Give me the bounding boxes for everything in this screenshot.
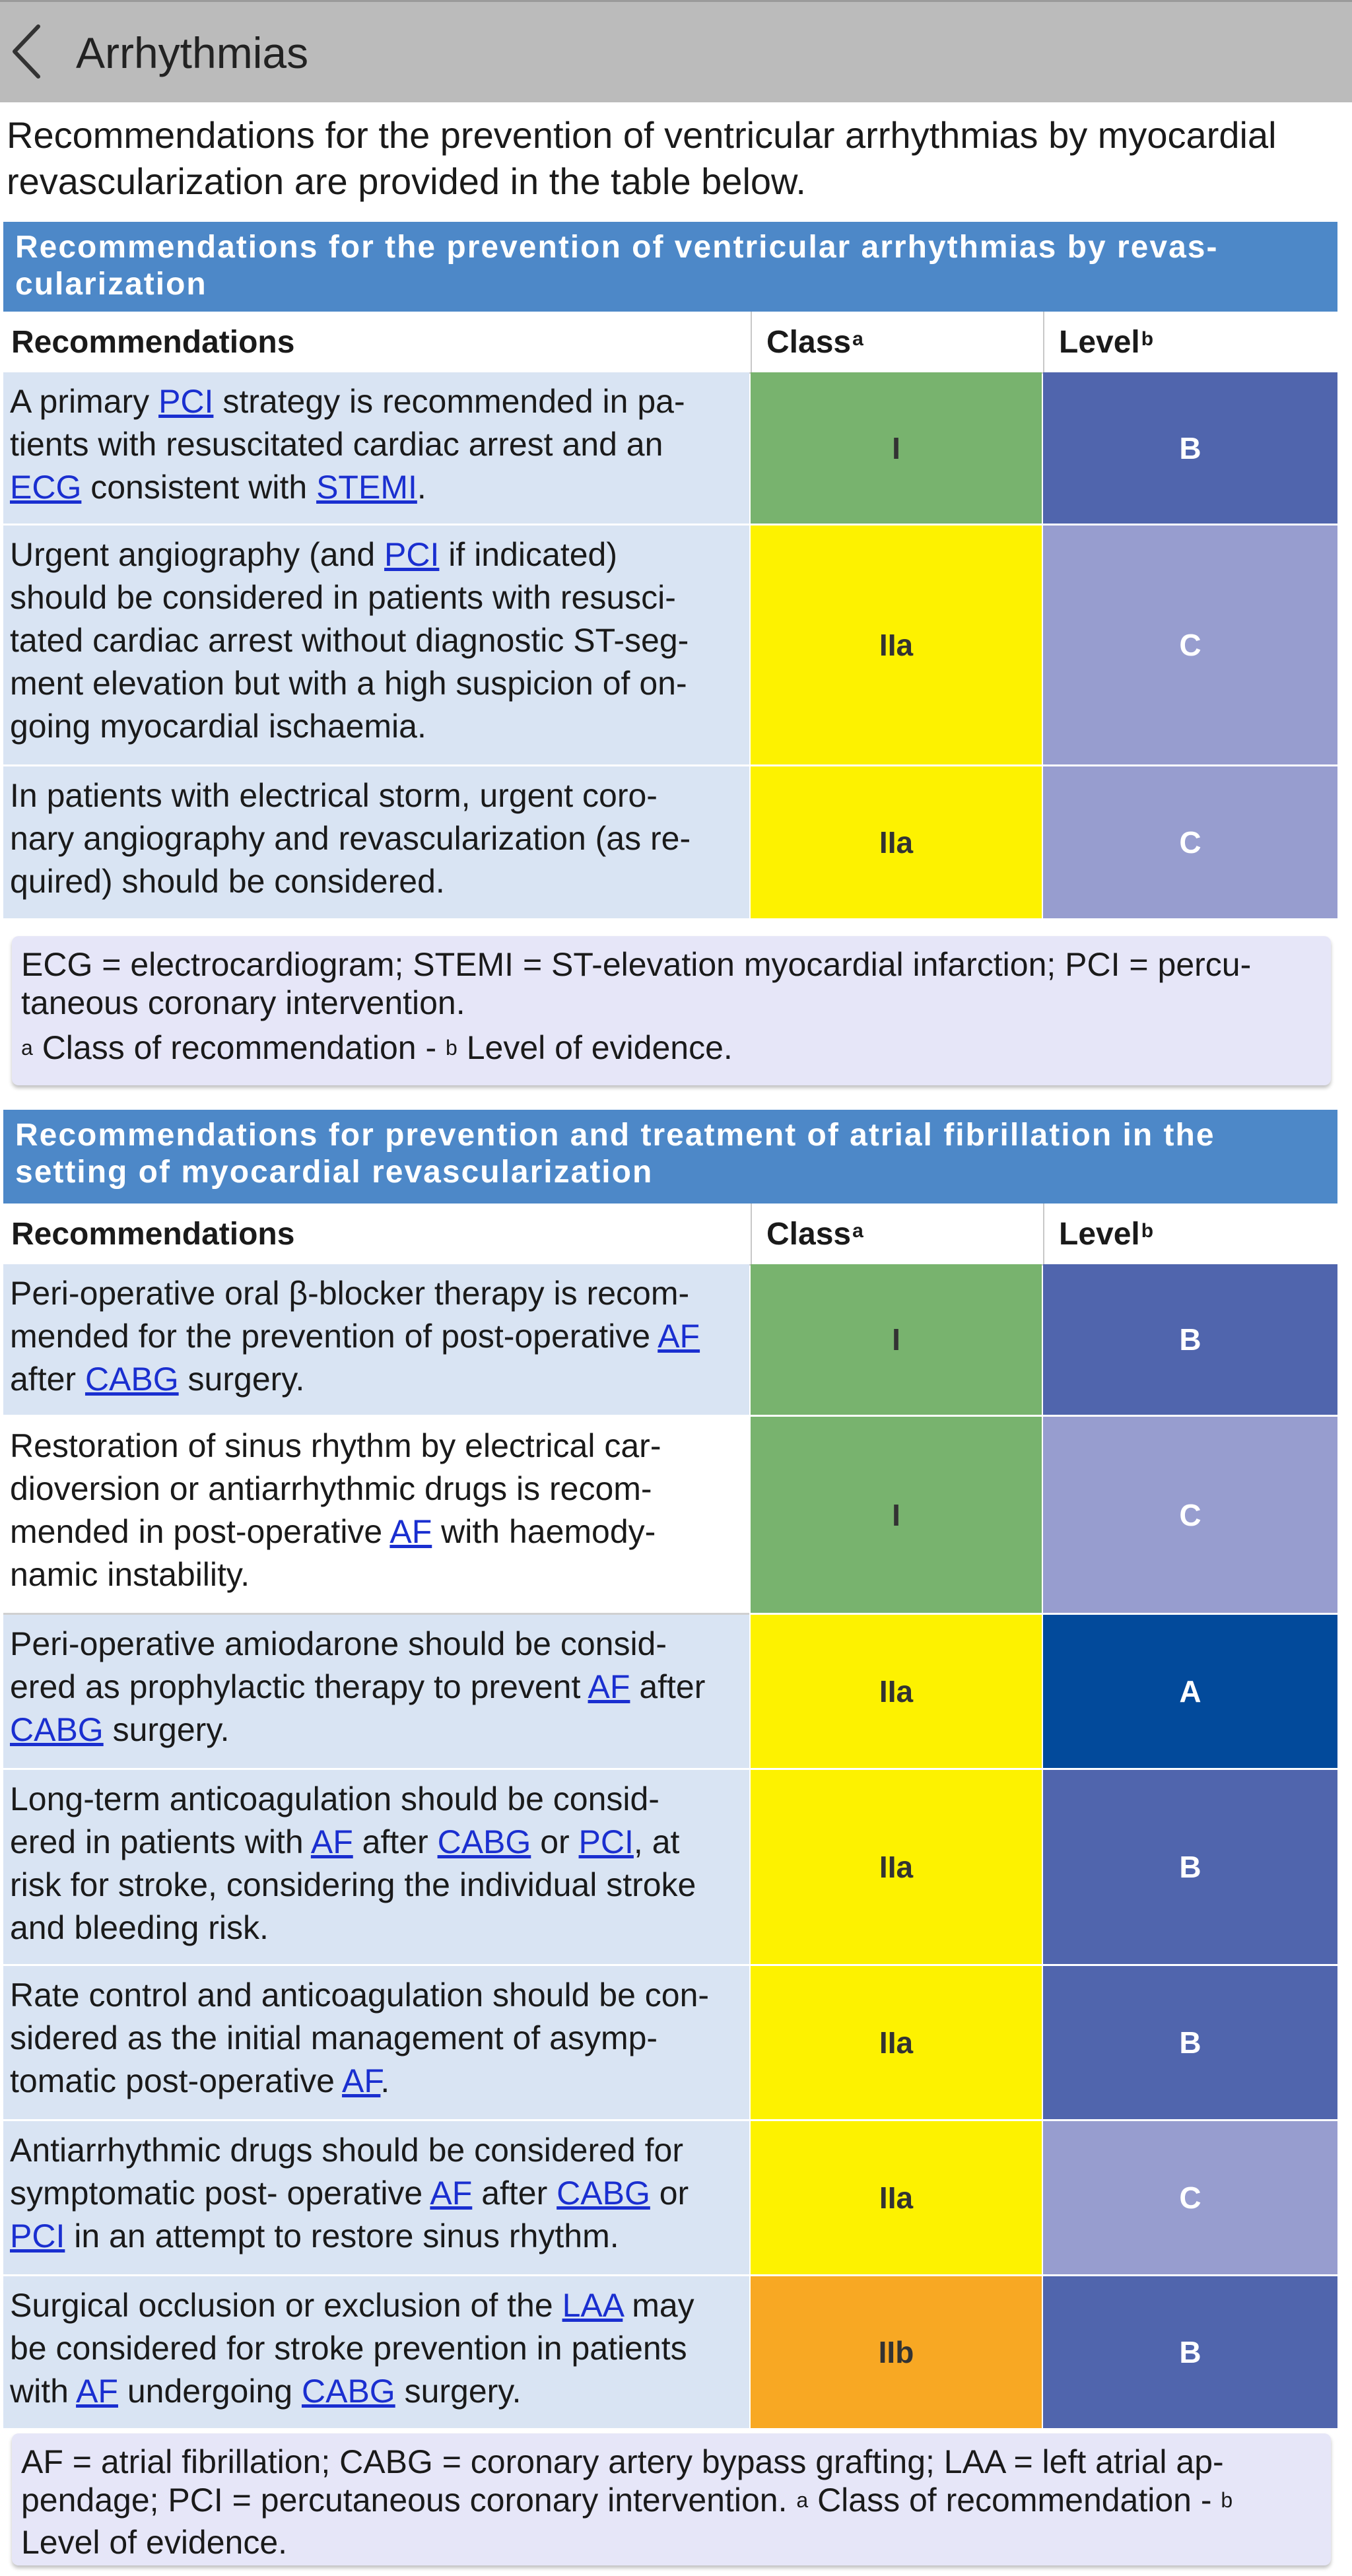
recommendation-line: be considered for stroke prevention in patients [10, 2330, 687, 2367]
recommendation-line: ment elevation but with a high suspicion of on- [10, 665, 687, 702]
abbreviation-link-af[interactable]: AF [342, 2062, 381, 2099]
table-title [3, 222, 1337, 312]
abbreviation-link-cabg[interactable]: CABG [301, 2373, 395, 2410]
table-row [3, 525, 1337, 766]
table-footnote: ECG = electrocardiogram; STEMI = ST-elevation myocardial infarction; PCI = percu- taneous coronary intervention. $^a$ Class of recommendation - $^b$ Level of evidence. [12, 936, 1331, 1085]
recommendation-line: risk for stroke, considering the individual stroke [10, 1866, 696, 1903]
recommendation-line: Antiarrhythmic drugs should be considered for [10, 2132, 683, 2169]
column-header-class: Class $^a$ [751, 1203, 1042, 1264]
abbreviation-link-pci[interactable]: PCI [384, 536, 440, 573]
level-badge: B [1043, 1770, 1337, 1966]
table-row [3, 1770, 1337, 1966]
table-title-line: cularization [15, 267, 207, 302]
level-badge: C [1043, 525, 1337, 766]
recommendation-line: tients with resuscitated cardiac arrest and an [10, 426, 663, 463]
recommendation-line: after CABG surgery. [10, 1361, 305, 1398]
column-header-class: Class $^a$ [751, 312, 1042, 372]
level-badge: C [1043, 1417, 1337, 1615]
level-badge: B [1043, 372, 1337, 525]
recommendation-line: In patients with electrical storm, urgent coro- [10, 777, 658, 814]
abbreviation-link-laa[interactable]: LAA [562, 2287, 623, 2324]
level-badge: B [1043, 1966, 1337, 2121]
class-badge: IIa [751, 2121, 1042, 2276]
table-row [3, 1264, 1337, 1417]
recommendation-line: mended in post-operative AF with haemody- [10, 1513, 656, 1550]
table-row [3, 2276, 1337, 2430]
recommendation-line: sidered as the initial management of asymp- [10, 2019, 658, 2056]
class-badge: IIa [751, 766, 1042, 920]
app-header [0, 0, 1352, 102]
recommendation-line: ECG consistent with STEMI. [10, 469, 426, 506]
recommendation-text [3, 766, 749, 920]
recommendation-line: Restoration of sinus rhythm by electrical car- [10, 1427, 661, 1464]
abbreviation-link-pci[interactable]: PCI [10, 2218, 65, 2254]
abbreviation-link-stemi[interactable]: STEMI [316, 469, 417, 506]
abbreviation-link-cabg[interactable]: CABG [84, 1361, 179, 1398]
recommendation-line: Surgical occlusion or exclusion of the LAA may [10, 2287, 694, 2324]
recommendation-text [3, 2276, 749, 2430]
class-badge: IIa [751, 1770, 1042, 1966]
recommendation-text [3, 1615, 749, 1770]
level-badge: A [1043, 1615, 1337, 1770]
abbreviation-link-af[interactable]: AF [658, 1318, 700, 1355]
table-row [3, 1615, 1337, 1770]
recommendation-line: tomatic post-operative AF. [10, 2062, 390, 2099]
recommendation-line: mended for the prevention of post-operative AF [10, 1318, 700, 1355]
abbreviation-link-pci[interactable]: PCI [158, 383, 214, 420]
class-badge: I [751, 1264, 1042, 1417]
table-title [3, 1110, 1337, 1203]
recommendation-line: PCI in an attempt to restore sinus rhythm. [10, 2218, 619, 2254]
intro-text: Recommendations for the prevention of ventricular arrhythmias by myocardial revascularization are provided in the table below. [7, 114, 1277, 202]
table-footnote: AF = atrial fibrillation; CABG = coronary artery bypass grafting; LAA = left atrial ap- pendage; PCI = percutaneous coronary intervention. $^a$ Class of recommendation - $^b$ Level of evidence. [12, 2433, 1331, 2565]
recommendation-line: namic instability. [10, 1556, 250, 1593]
column-header-level: Level $^b$ [1043, 312, 1337, 372]
recommendation-line: CABG surgery. [10, 1711, 230, 1748]
recommendation-line: going myocardial ischaemia. [10, 708, 426, 745]
recommendation-line: with AF undergoing CABG surgery. [10, 2373, 522, 2410]
recommendation-line: nary angiography and revascularization (as re- [10, 820, 691, 857]
recommendation-line: symptomatic post- operative AF after CABG or [10, 2175, 689, 2212]
class-badge: IIb [751, 2276, 1042, 2430]
recommendation-line: tated cardiac arrest without diagnostic ST-seg- [10, 622, 689, 659]
chevron-left-icon [4, 18, 53, 85]
table-row [3, 1417, 1337, 1615]
recommendation-line: ered as prophylactic therapy to prevent AF after [10, 1668, 706, 1705]
abbreviation-link-af[interactable]: AF [588, 1668, 630, 1705]
table-header-row [3, 1203, 1337, 1266]
abbreviation-link-af[interactable]: AF [76, 2373, 118, 2410]
table-row [3, 1966, 1337, 2121]
level-badge: B [1043, 2276, 1337, 2430]
recommendation-line: should be considered in patients with resusci- [10, 579, 676, 616]
table-title-line: Recommendations for the prevention of ventricular arrhythmias by revas- [15, 230, 1219, 265]
recommendation-text [3, 372, 749, 525]
level-badge: B [1043, 1264, 1337, 1417]
recommendation-text [3, 1264, 749, 1417]
abbreviation-link-cabg[interactable]: CABG [437, 1823, 531, 1860]
atrial-fibrillation-table [3, 1110, 1337, 2430]
page-title: Arrhythmias [76, 28, 309, 77]
back-button[interactable] [4, 18, 53, 85]
recommendation-text [3, 1770, 749, 1966]
abbreviation-link-af[interactable]: AF [430, 2175, 473, 2212]
table-row [3, 372, 1337, 525]
level-badge: C [1043, 766, 1337, 920]
table-row [3, 2121, 1337, 2276]
abbreviation-link-pci[interactable]: PCI [578, 1823, 634, 1860]
column-header-level: Level $^b$ [1043, 1203, 1337, 1264]
recommendation-line: Peri-operative oral β-blocker therapy is recom- [10, 1275, 690, 1312]
class-badge: I [751, 372, 1042, 525]
abbreviation-link-af[interactable]: AF [310, 1823, 353, 1860]
recommendation-line: Urgent angiography (and PCI if indicated) [10, 536, 617, 573]
column-header-recommendations: Recommendations [11, 324, 295, 360]
recommendation-text [3, 1417, 749, 1615]
recommendation-line: Rate control and anticoagulation should be con- [10, 1977, 710, 2014]
recommendation-line: quired) should be considered. [10, 863, 445, 900]
recommendation-line: and bleeding risk. [10, 1909, 269, 1946]
class-badge: IIa [751, 1615, 1042, 1770]
abbreviation-link-ecg[interactable]: ECG [10, 469, 82, 506]
class-badge: IIa [751, 525, 1042, 766]
abbreviation-link-af[interactable]: AF [389, 1513, 432, 1550]
recommendation-text [3, 525, 749, 766]
table-header-row [3, 312, 1337, 374]
recommendation-line: A primary PCI strategy is recommended in pa- [10, 383, 685, 420]
recommendation-line: dioversion or antiarrhythmic drugs is recom- [10, 1470, 652, 1507]
table-row [3, 766, 1337, 920]
table-title-line: setting of myocardial revascularization [15, 1155, 654, 1190]
abbreviation-link-cabg[interactable]: CABG [557, 2175, 650, 2212]
table-title-line: Recommendations for prevention and treatment of atrial fibrillation in the [15, 1118, 1215, 1153]
column-header-recommendations: Recommendations [11, 1216, 295, 1252]
recommendation-line: ered in patients with AF after CABG or PCI, at [10, 1823, 680, 1860]
recommendation-line: Peri-operative amiodarone should be consid- [10, 1625, 667, 1662]
recommendation-text [3, 2121, 749, 2276]
class-badge: I [751, 1417, 1042, 1615]
level-badge: C [1043, 2121, 1337, 2276]
class-badge: IIa [751, 1966, 1042, 2121]
abbreviation-link-cabg[interactable]: CABG [10, 1711, 104, 1748]
recommendation-line: Long-term anticoagulation should be consid- [10, 1780, 659, 1817]
recommendation-text [3, 1966, 749, 2121]
